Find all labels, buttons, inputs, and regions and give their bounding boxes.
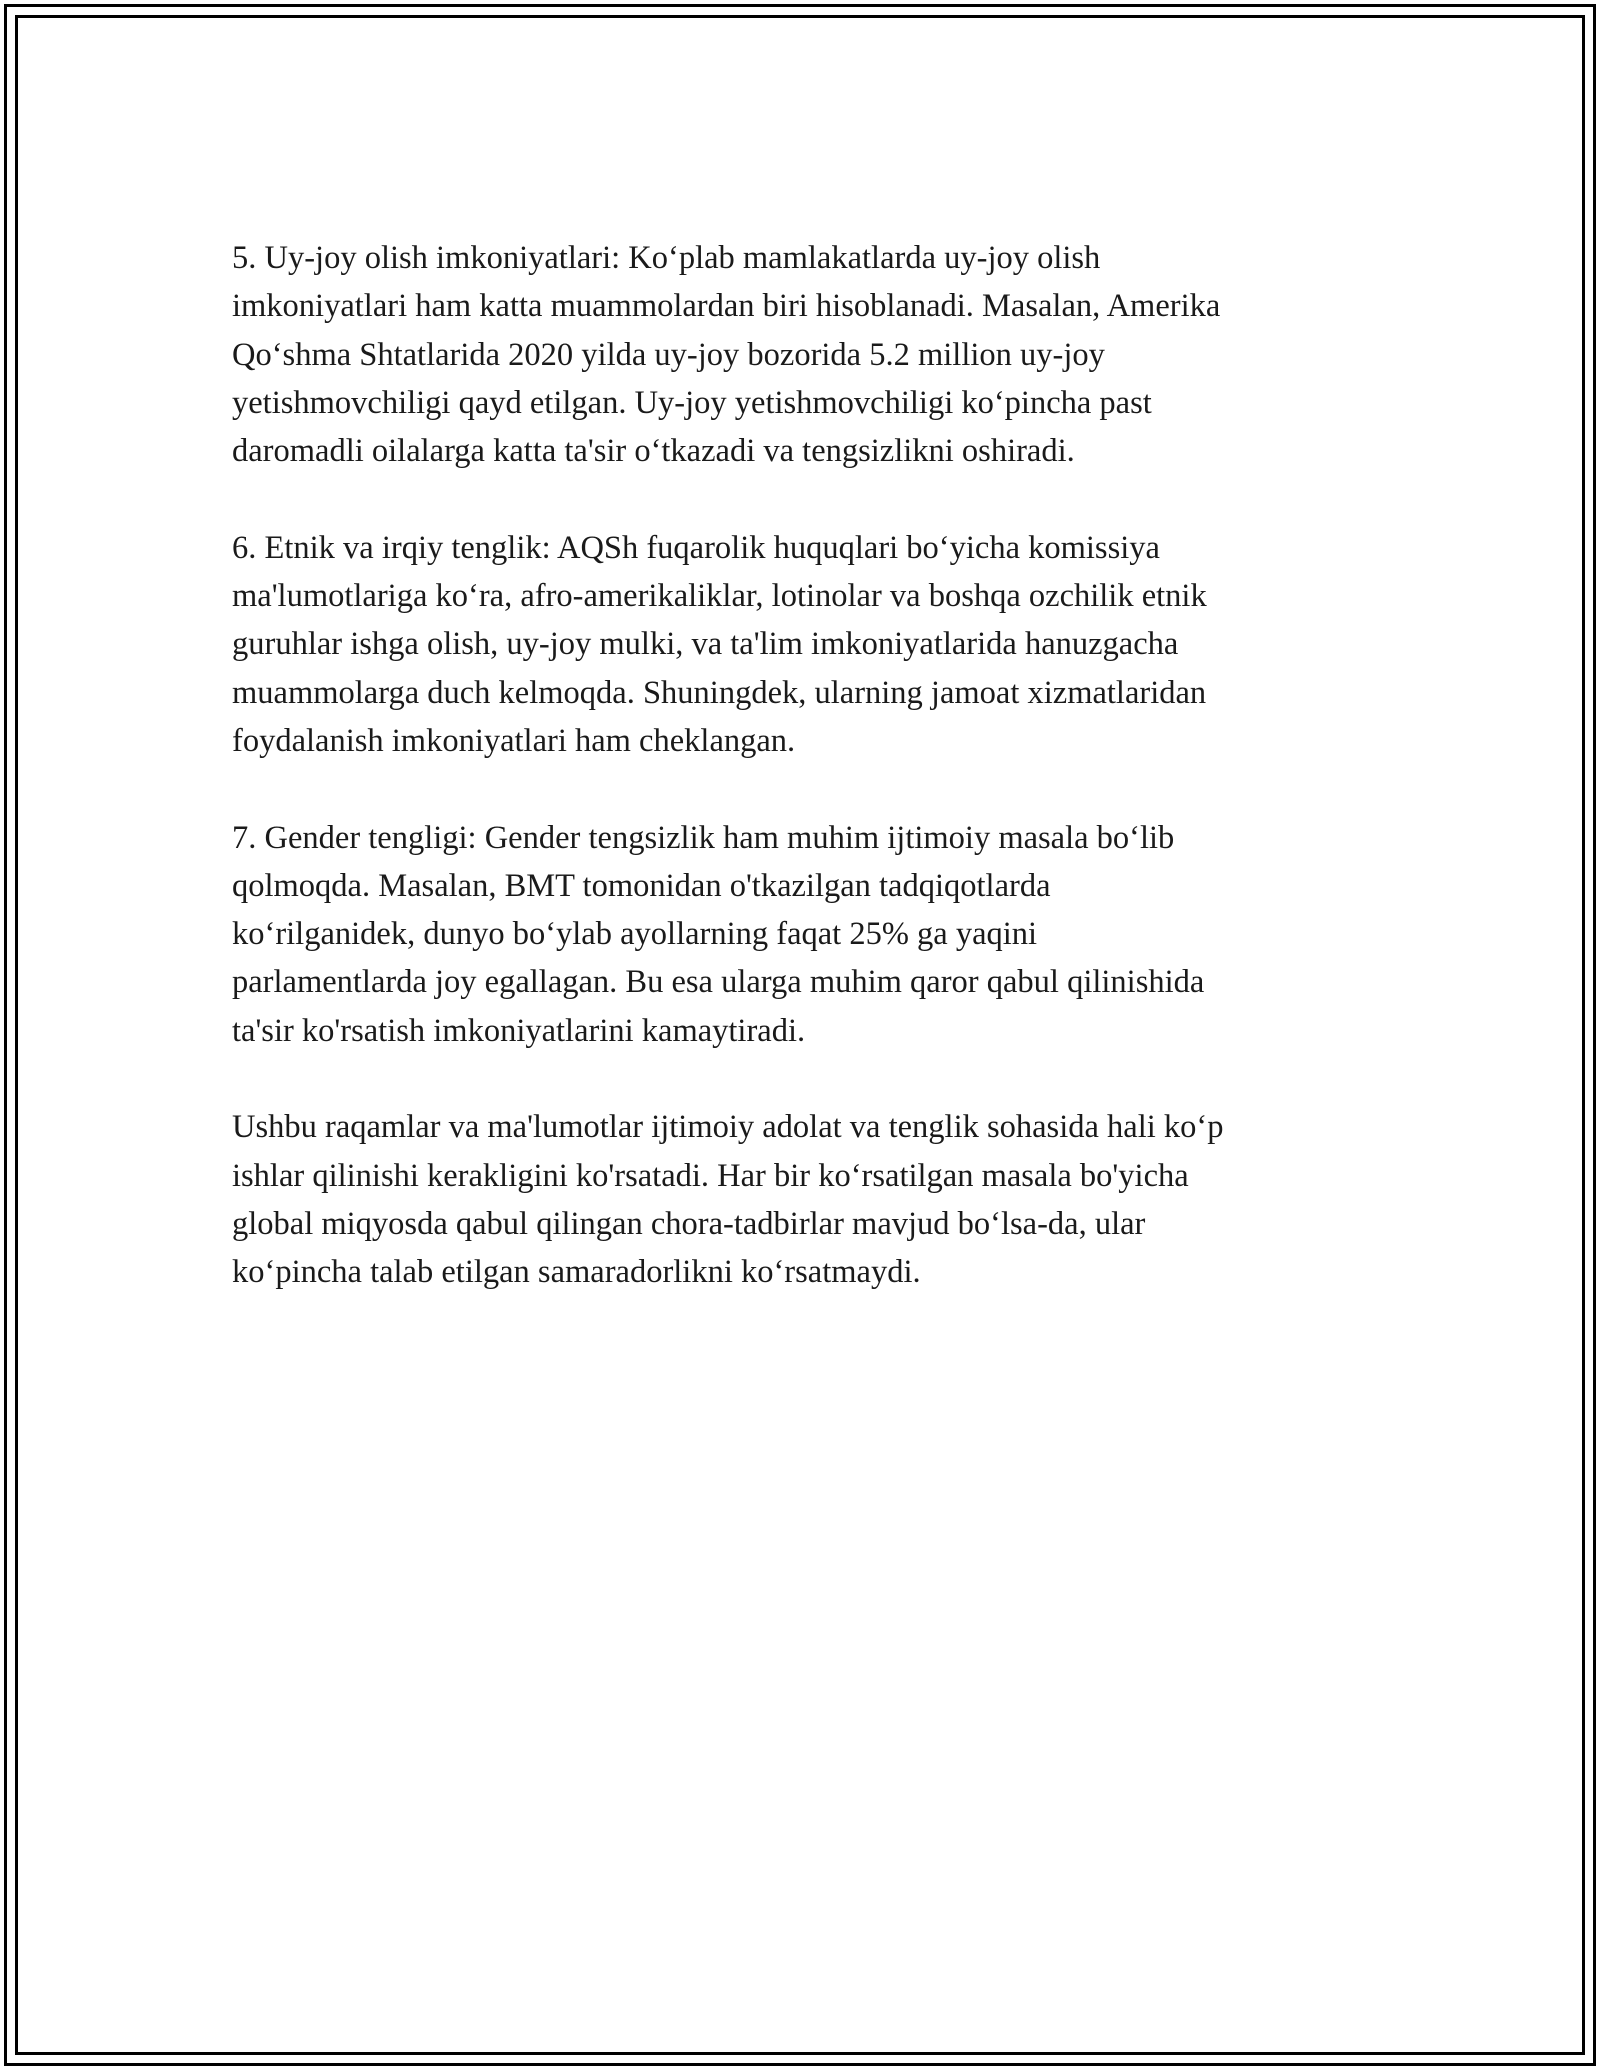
paragraph-gender-equality: 7. Gender tengligi: Gender tengsizlik ham muhim ijtimoiy masala boʻlib qolmoqda. Masalan, BMT tomonidan o'tkazilgan tadqiqotlarda koʻrilganidek, dunyo boʻylab ayollarning faqat 25% ga yaqini parlamentlarda joy egallagan. Bu esa ularga muhim qaror qabul qilinishida ta'sir ko'rsatish imkoniyatlarini kamaytiradi. xyxy=(232,819,1205,1049)
paragraph-housing-access: 5. Uy-joy olish imkoniyatlari: Koʻplab mamlakatlarda uy-joy olish imkoniyatlari ham katta muammolardan biri hisoblanadi. Masalan, Amerika Qoʻshma Shtatlarida 2020 yilda uy-joy bozorida 5.2 million uy-joy yetishmovchiligi qayd etilgan. Uy-joy yetishmovchiligi koʻpincha past daromadli oilalarga katta ta'sir oʻtkazadi va tengsizlikni oshiradi. xyxy=(232,240,1221,470)
paragraph-conclusion: Ushbu raqamlar va ma'lumotlar ijtimoiy adolat va tenglik sohasida hali koʻp ishlar qilinishi kerakligini ko'rsatadi. Har bir koʻrsatilgan masala bo'yicha global miqyosda qabul qilingan chora-tadbirlar mavjud boʻlsa-da, ular koʻpincha talab etilgan samaradorlikni koʻrsatmaydi. xyxy=(232,1109,1224,1291)
document-body xyxy=(232,234,1372,1297)
paragraph-ethnic-racial-equality: 6. Etnik va irqiy tenglik: AQSh fuqarolik huquqlari boʻyicha komissiya ma'lumotlariga koʻra, afro-amerikaliklar, lotinolar va boshqa ozchilik etnik guruhlar ishga olish, uy-joy mulki, va ta'lim imkoniyatlarida hanuzgacha muammolarga duch kelmoqda. Shuningdek, ularning jamoat xizmatlaridan foydalanish imkoniyatlari ham cheklangan. xyxy=(232,529,1207,759)
